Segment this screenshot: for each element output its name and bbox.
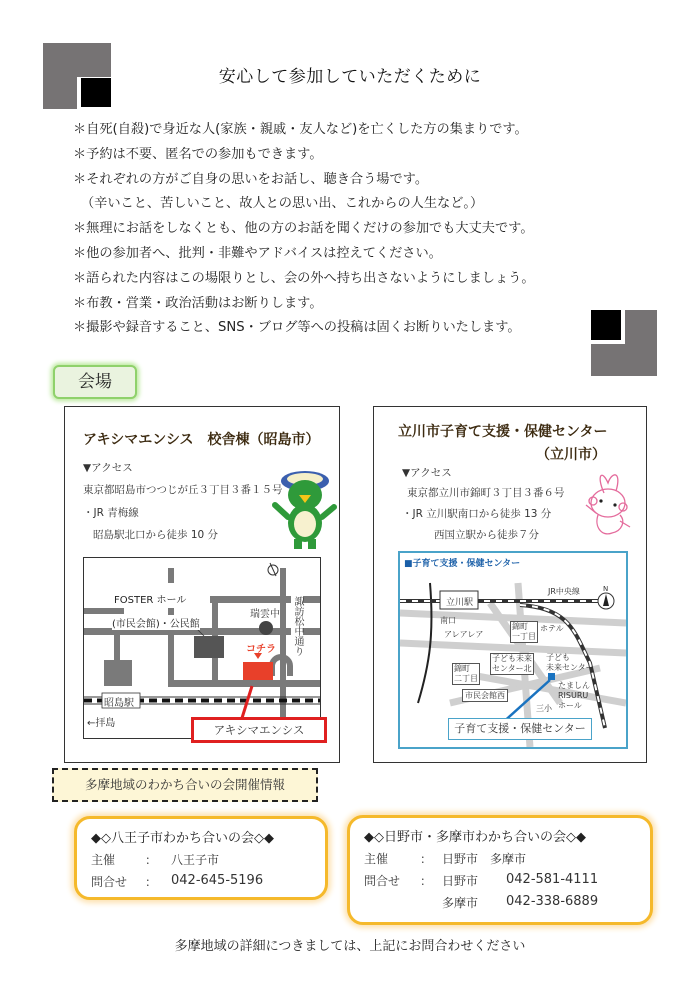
venue-address: 東京都立川市錦町３丁目３番６号 — [407, 487, 565, 499]
map-label-here: コチラ — [246, 644, 276, 655]
map-tachikawa — [398, 551, 628, 749]
host-value: 八王子市 — [171, 853, 220, 867]
contact-label: 問合せ — [91, 875, 128, 889]
venue-section-label: 会場 — [53, 365, 137, 399]
map-roads — [84, 558, 320, 738]
access-line: 昭島駅北口から徒歩 10 分 — [93, 529, 219, 541]
info-section-header: 多摩地域のわかち合いの会開催情報 — [52, 768, 318, 802]
venue-city: （立川市） — [536, 447, 606, 463]
map-callout-tachikawa: 子育て支援・保健センター — [448, 718, 592, 740]
rule-item: ＊自死(自殺)で身近な人(家族・親戚・友人など)を亡くした方の集まりです。 — [73, 122, 528, 137]
map-label-civic-hall: (市民会館)・公民館 — [112, 615, 200, 630]
access-line: ・JR 青梅線 — [83, 507, 139, 519]
map-akishima — [83, 557, 321, 739]
map-label-foster-hall: FOSTER ホール — [114, 595, 187, 606]
contact-city: 日野市 — [442, 874, 479, 888]
org-card-hino-tama — [347, 815, 653, 925]
rule-item: ＊予約は不要、匿名での参加もできます。 — [73, 146, 323, 162]
rules-list — [73, 118, 535, 341]
map-label-south-exit: 南口 — [440, 616, 456, 625]
rule-item: ＊語られた内容はこの場限りとし、会の外へ持ち出さないようにしましょう。 — [73, 270, 535, 286]
contact-label: 問合せ — [364, 874, 401, 888]
map-label-kodomo-center: 子ども 未来センター — [546, 653, 594, 672]
corner-decoration-black-square — [591, 310, 621, 340]
map-label-station: 昭島駅 — [104, 698, 134, 709]
map-label-tamashin: たましん RISURU ホール — [558, 681, 590, 710]
mascot-rabbit-icon — [582, 465, 642, 541]
rule-item: ＊布教・営業・政治活動はお断りします。 — [73, 295, 323, 311]
map-header: ■子育て支援・保健センター — [404, 559, 521, 569]
contact-phone: 042-338-6889 — [506, 894, 599, 909]
host-label: 主催 — [91, 853, 116, 867]
map-label-jr-chuo: JR中央線 — [548, 587, 580, 596]
venue-card-akishima — [64, 406, 340, 763]
separator: ： — [145, 853, 158, 867]
venue-name: 立川市子育て支援・保健センター — [398, 424, 608, 440]
separator: ： — [145, 875, 158, 889]
host-value: 日野市 多摩市 — [442, 852, 527, 866]
org-title: ◆◇日野市・多摩市わかち合いの会◇◆ — [364, 830, 586, 845]
rule-item-note: （辛いこと、苦しいこと、故人との思い出、これからの人生など。） — [81, 196, 484, 212]
footer-note: 多摩地域の詳細につきましては、上記にお問合わせください — [174, 939, 526, 954]
venue-name: アキシマエンシス 校舎棟（昭島市） — [83, 432, 320, 448]
page-title: 安心して参加していただくために — [218, 67, 482, 87]
rule-item: ＊無理にお話をしなくとも、他の方のお話を聞くだけの参加でも大丈夫です。 — [73, 221, 534, 237]
map-label-station: 立川駅 — [446, 598, 474, 608]
contact-phone: 042-581-4111 — [506, 872, 599, 887]
map-label-sansho: 三小 — [536, 704, 552, 713]
map-callout-akishima: アキシマエンシス — [191, 717, 327, 743]
map-label-shimin-kaikan: 市民会館西 — [462, 689, 508, 702]
rule-item: ＊撮影や録音すること、SNS・ブログ等への投稿は固くお断りいたします。 — [73, 320, 521, 336]
map-label-hotel: ホテル — [540, 624, 564, 633]
map-label-road: 諏訪松中通り — [292, 596, 303, 656]
map-label-nishikicho-1: 錦町 一丁目 — [512, 622, 536, 641]
access-line: 西国立駅から徒歩７分 — [434, 529, 539, 541]
access-line: ・JR 立川駅南口から徒歩 13 分 — [402, 508, 552, 520]
host-label: 主催 — [364, 852, 389, 866]
map-label-school: 瑞雲中 — [250, 609, 280, 620]
map-label-arearea: アレアレア — [444, 630, 484, 639]
org-card-hachioji — [74, 816, 328, 900]
venue-address: 東京都昭島市つつじが丘３丁目３番１５号 — [83, 484, 283, 496]
access-label: ▼アクセス — [402, 467, 452, 479]
separator: ： — [420, 852, 433, 866]
rule-item: ＊他の参加者へ、批判・非難やアドバイスは控えてください。 — [73, 245, 442, 261]
access-label: ▼アクセス — [83, 462, 133, 474]
org-title: ◆◇八王子市わかち合いの会◇◆ — [91, 831, 274, 846]
contact-city: 多摩市 — [442, 896, 479, 910]
rule-item: ＊それぞれの方がご自身の思いをお話し、聴き合う場です。 — [73, 171, 429, 187]
mascot-kappa-icon — [270, 451, 340, 551]
map-label-north: N — [603, 585, 609, 593]
separator: ： — [420, 874, 433, 888]
map-label-direction: ←拝島 — [87, 718, 116, 729]
map-label-kodomo-north: 子ども未来 センター北 — [492, 654, 532, 673]
venue-card-tachikawa — [373, 406, 647, 763]
map-label-nishikicho-2: 錦町 二丁目 — [454, 664, 478, 683]
contact-phone: 042-645-5196 — [171, 873, 264, 888]
